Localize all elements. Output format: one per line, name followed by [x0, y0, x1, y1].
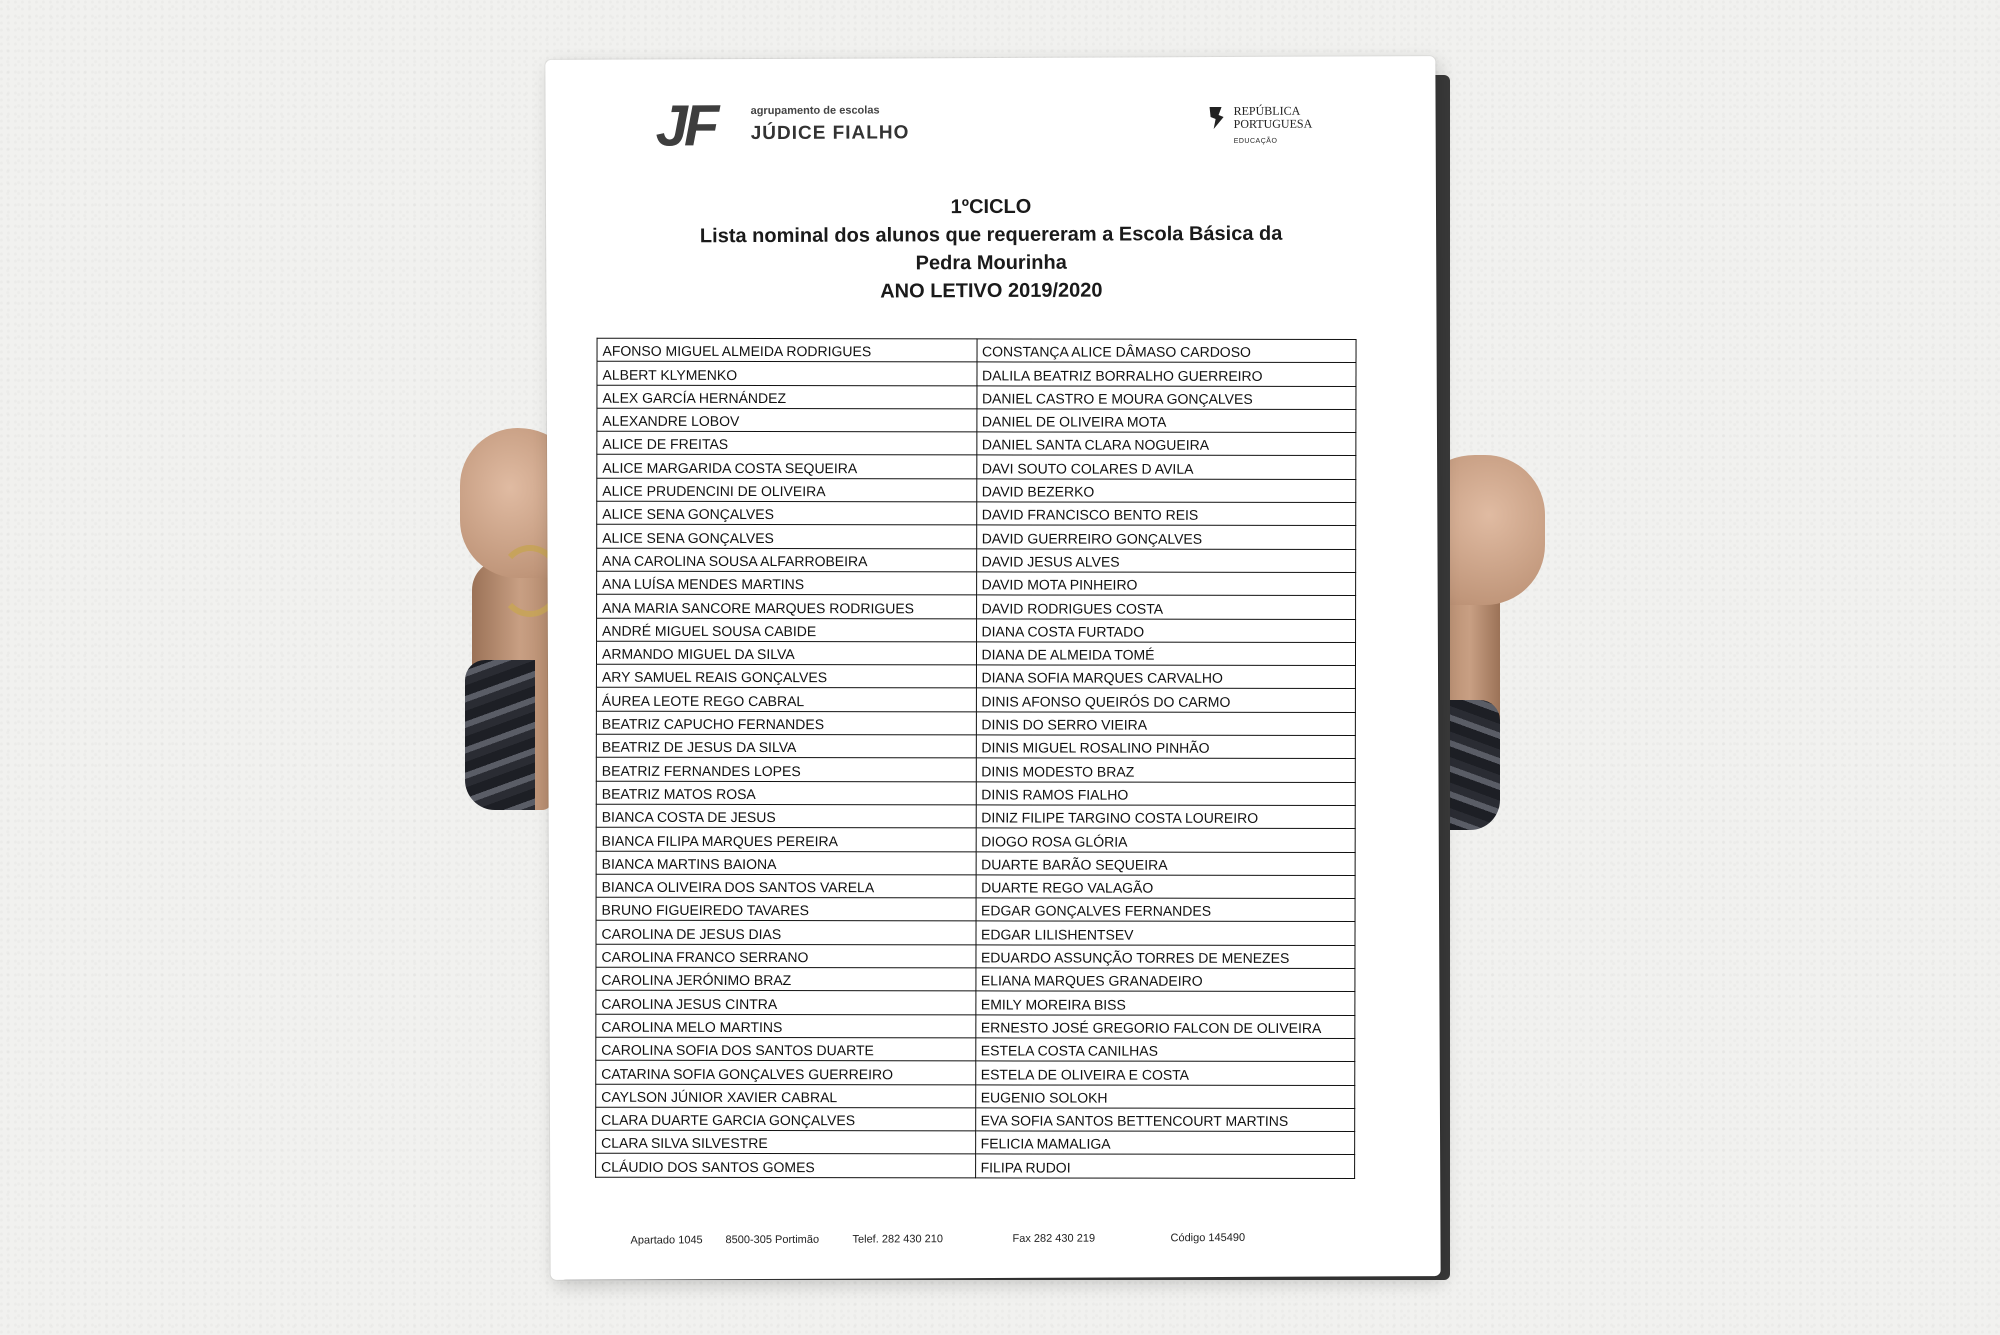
student-name-right: DAVID BEZERKO: [976, 479, 1356, 503]
student-name-left: AFONSO MIGUEL ALMEIDA RODRIGUES: [597, 338, 977, 362]
student-name-left: CATARINA SOFIA GONÇALVES GUERREIRO: [596, 1060, 976, 1084]
republica-logo: [1208, 105, 1313, 148]
republica-line2: PORTUGUESA: [1233, 116, 1313, 131]
student-name-right: DIANA COSTA FURTADO: [976, 618, 1356, 642]
table-row: [596, 827, 1355, 852]
student-name-left: BEATRIZ FERNANDES LOPES: [596, 758, 976, 782]
student-name-right: DINIS DO SERRO VIEIRA: [976, 712, 1356, 736]
table-row: [596, 1037, 1355, 1062]
student-name-right: DINIS MODESTO BRAZ: [976, 758, 1356, 782]
student-name-right: EDGAR GONÇALVES FERNANDES: [976, 898, 1356, 922]
student-name-right: DIOGO ROSA GLÓRIA: [976, 828, 1356, 852]
student-name-right: EUGENIO SOLOKH: [975, 1084, 1355, 1108]
student-name-left: ALICE SENA GONÇALVES: [597, 501, 977, 525]
student-name-left: ANA MARIA SANCORE MARQUES RODRIGUES: [597, 594, 977, 618]
document-footer: [550, 1231, 1440, 1247]
table-row: [597, 501, 1356, 526]
title-year: ANO LETIVO 2019/2020: [880, 279, 1103, 303]
student-name-left: CAROLINA MELO MARTINS: [596, 1014, 976, 1038]
student-name-left: CAROLINA FRANCO SERRANO: [596, 944, 976, 968]
table-row: [597, 618, 1356, 643]
republica-emblem-icon: [1208, 105, 1226, 131]
student-name-left: BIANCA COSTA DE JESUS: [596, 804, 976, 828]
table-row: [597, 431, 1356, 456]
student-name-left: CLÁUDIO DOS SANTOS GOMES: [596, 1154, 976, 1178]
table-row: [596, 851, 1355, 876]
student-name-right: DAVID JESUS ALVES: [976, 549, 1356, 573]
table-row: [596, 874, 1355, 899]
table-row: [596, 641, 1355, 666]
republica-line1: REPÚBLICA: [1233, 103, 1301, 118]
student-name-left: BIANCA FILIPA MARQUES PEREIRA: [596, 827, 976, 851]
student-name-left: CAYLSON JÚNIOR XAVIER CABRAL: [596, 1084, 976, 1108]
student-name-right: DAVID FRANCISCO BENTO REIS: [976, 502, 1356, 526]
title-school: Pedra Mourinha: [915, 251, 1067, 275]
student-name-right: ESTELA COSTA CANILHAS: [975, 1038, 1355, 1062]
table-row: [596, 781, 1355, 806]
table-row: [596, 804, 1355, 829]
title-list: Lista nominal dos alunos que requereram a Escola Básica da: [699, 222, 1283, 248]
student-name-left: BEATRIZ MATOS ROSA: [596, 781, 976, 805]
table-row: [596, 1014, 1355, 1039]
student-name-right: DANIEL DE OLIVEIRA MOTA: [976, 409, 1356, 433]
table-row: [596, 1154, 1355, 1179]
student-name-right: DIANA DE ALMEIDA TOMÉ: [976, 642, 1356, 666]
table-row: [596, 1107, 1355, 1132]
student-name-left: ARY SAMUEL REAIS GONÇALVES: [596, 664, 976, 688]
table-row: [597, 594, 1356, 619]
student-name-left: BEATRIZ CAPUCHO FERNANDES: [596, 711, 976, 735]
student-name-left: CLARA DUARTE GARCIA GONÇALVES: [596, 1107, 976, 1131]
student-name-right: DINIZ FILIPE TARGINO COSTA LOUREIRO: [976, 805, 1356, 829]
table-row: [596, 664, 1355, 689]
student-name-left: ANDRÉ MIGUEL SOUSA CABIDE: [597, 618, 977, 642]
student-name-right: EVA SOFIA SANTOS BETTENCOURT MARTINS: [975, 1108, 1355, 1132]
document-title: [546, 191, 1436, 307]
student-name-right: ERNESTO JOSÉ GREGORIO FALCON DE OLIVEIRA: [975, 1014, 1355, 1038]
table-row: [596, 1084, 1355, 1109]
student-name-left: ALBERT KLYMENKO: [597, 362, 977, 386]
student-name-right: DAVI SOUTO COLARES D AVILA: [976, 455, 1356, 479]
student-name-right: EDGAR LILISHENTSEV: [975, 921, 1355, 945]
table-row: [597, 455, 1356, 480]
table-row: [596, 944, 1355, 969]
table-row: [597, 571, 1356, 596]
footer-postal: 8500-305 Portimão: [725, 1233, 820, 1247]
student-name-left: ARMANDO MIGUEL DA SILVA: [596, 641, 976, 665]
table-row: [596, 1130, 1355, 1155]
student-name-left: CLARA SILVA SILVESTRE: [596, 1130, 976, 1154]
student-name-right: DANIEL SANTA CLARA NOGUEIRA: [976, 432, 1356, 456]
student-name-left: CAROLINA JESUS CINTRA: [596, 991, 976, 1015]
table-row: [596, 991, 1355, 1016]
table-row: [597, 385, 1356, 410]
student-name-right: DINIS RAMOS FIALHO: [976, 782, 1356, 806]
logo-subtitle: agrupamento de escolas: [750, 104, 880, 118]
student-name-right: DINIS AFONSO QUEIRÓS DO CARMO: [976, 688, 1356, 712]
document-sheet: [545, 56, 1440, 1280]
table-row: [596, 711, 1355, 736]
student-name-right: EMILY MOREIRA BISS: [975, 991, 1355, 1015]
student-name-right: FELICIA MAMALIGA: [975, 1131, 1355, 1155]
footer-phone: Telef. 282 430 210: [852, 1233, 944, 1246]
table-row: [596, 921, 1355, 946]
student-name-right: DIANA SOFIA MARQUES CARVALHO: [976, 665, 1356, 689]
student-name-left: BIANCA OLIVEIRA DOS SANTOS VARELA: [596, 874, 976, 898]
student-name-left: CAROLINA JERÓNIMO BRAZ: [596, 967, 976, 991]
table-row: [596, 967, 1355, 992]
student-name-left: ÁUREA LEOTE REGO CABRAL: [596, 688, 976, 712]
student-name-left: ANA LUÍSA MENDES MARTINS: [597, 571, 977, 595]
footer-code: Código 145490: [1170, 1231, 1246, 1245]
student-name-left: ALEX GARCÍA HERNÁNDEZ: [597, 385, 977, 409]
table-row: [597, 338, 1356, 363]
table-row: [596, 734, 1355, 759]
student-name-right: DUARTE REGO VALAGÃO: [976, 875, 1356, 899]
student-name-left: ALICE PRUDENCINI DE OLIVEIRA: [597, 478, 977, 502]
student-name-right: ESTELA DE OLIVEIRA E COSTA: [975, 1061, 1355, 1085]
student-name-right: DUARTE BARÃO SEQUEIRA: [976, 851, 1356, 875]
table-row: [596, 758, 1355, 783]
student-name-right: DAVID GUERREIRO GONÇALVES: [976, 525, 1356, 549]
student-name-right: ELIANA MARQUES GRANADEIRO: [975, 968, 1355, 992]
student-name-right: CONSTANÇA ALICE DÂMASO CARDOSO: [977, 339, 1357, 363]
school-logo: [655, 93, 910, 159]
student-name-right: DAVID MOTA PINHEIRO: [976, 572, 1356, 596]
student-name-left: ALICE SENA GONÇALVES: [597, 525, 977, 549]
student-name-left: CAROLINA DE JESUS DIAS: [596, 921, 976, 945]
student-name-right: DAVID RODRIGUES COSTA: [976, 595, 1356, 619]
footer-address: Apartado 1045: [630, 1234, 703, 1247]
footer-fax: Fax 282 430 219: [1012, 1232, 1096, 1245]
logo-name: JÚDICE FIALHO: [750, 122, 910, 145]
student-name-right: DINIS MIGUEL ROSALINO PINHÃO: [976, 735, 1356, 759]
student-name-left: CAROLINA SOFIA DOS SANTOS DUARTE: [596, 1037, 976, 1061]
student-name-right: DANIEL CASTRO E MOURA GONÇALVES: [976, 385, 1356, 409]
student-name-left: BRUNO FIGUEIREDO TAVARES: [596, 897, 976, 921]
table-row: [596, 1060, 1355, 1085]
title-cycle: 1ºCICLO: [950, 195, 1032, 219]
table-row: [597, 362, 1356, 387]
student-name-left: BEATRIZ DE JESUS DA SILVA: [596, 734, 976, 758]
republica-sub: EDUCAÇÃO: [1233, 137, 1278, 145]
student-names-table: [595, 338, 1356, 1179]
left-sleeve: [465, 660, 535, 810]
student-name-left: ALEXANDRE LOBOV: [597, 408, 977, 432]
table-row: [597, 478, 1356, 503]
table-row: [597, 525, 1356, 550]
table-row: [597, 548, 1356, 573]
table-row: [596, 897, 1355, 922]
student-name-right: FILIPA RUDOI: [975, 1154, 1355, 1178]
student-name-left: ANA CAROLINA SOUSA ALFARROBEIRA: [597, 548, 977, 572]
student-name-left: ALICE DE FREITAS: [597, 431, 977, 455]
table-row: [596, 688, 1355, 713]
student-name-right: EDUARDO ASSUNÇÃO TORRES DE MENEZES: [975, 945, 1355, 969]
student-name-right: DALILA BEATRIZ BORRALHO GUERREIRO: [976, 362, 1356, 386]
student-name-left: BIANCA MARTINS BAIONA: [596, 851, 976, 875]
logo-mark: JF: [655, 93, 716, 159]
student-name-left: ALICE MARGARIDA COSTA SEQUEIRA: [597, 455, 977, 479]
table-row: [597, 408, 1356, 433]
